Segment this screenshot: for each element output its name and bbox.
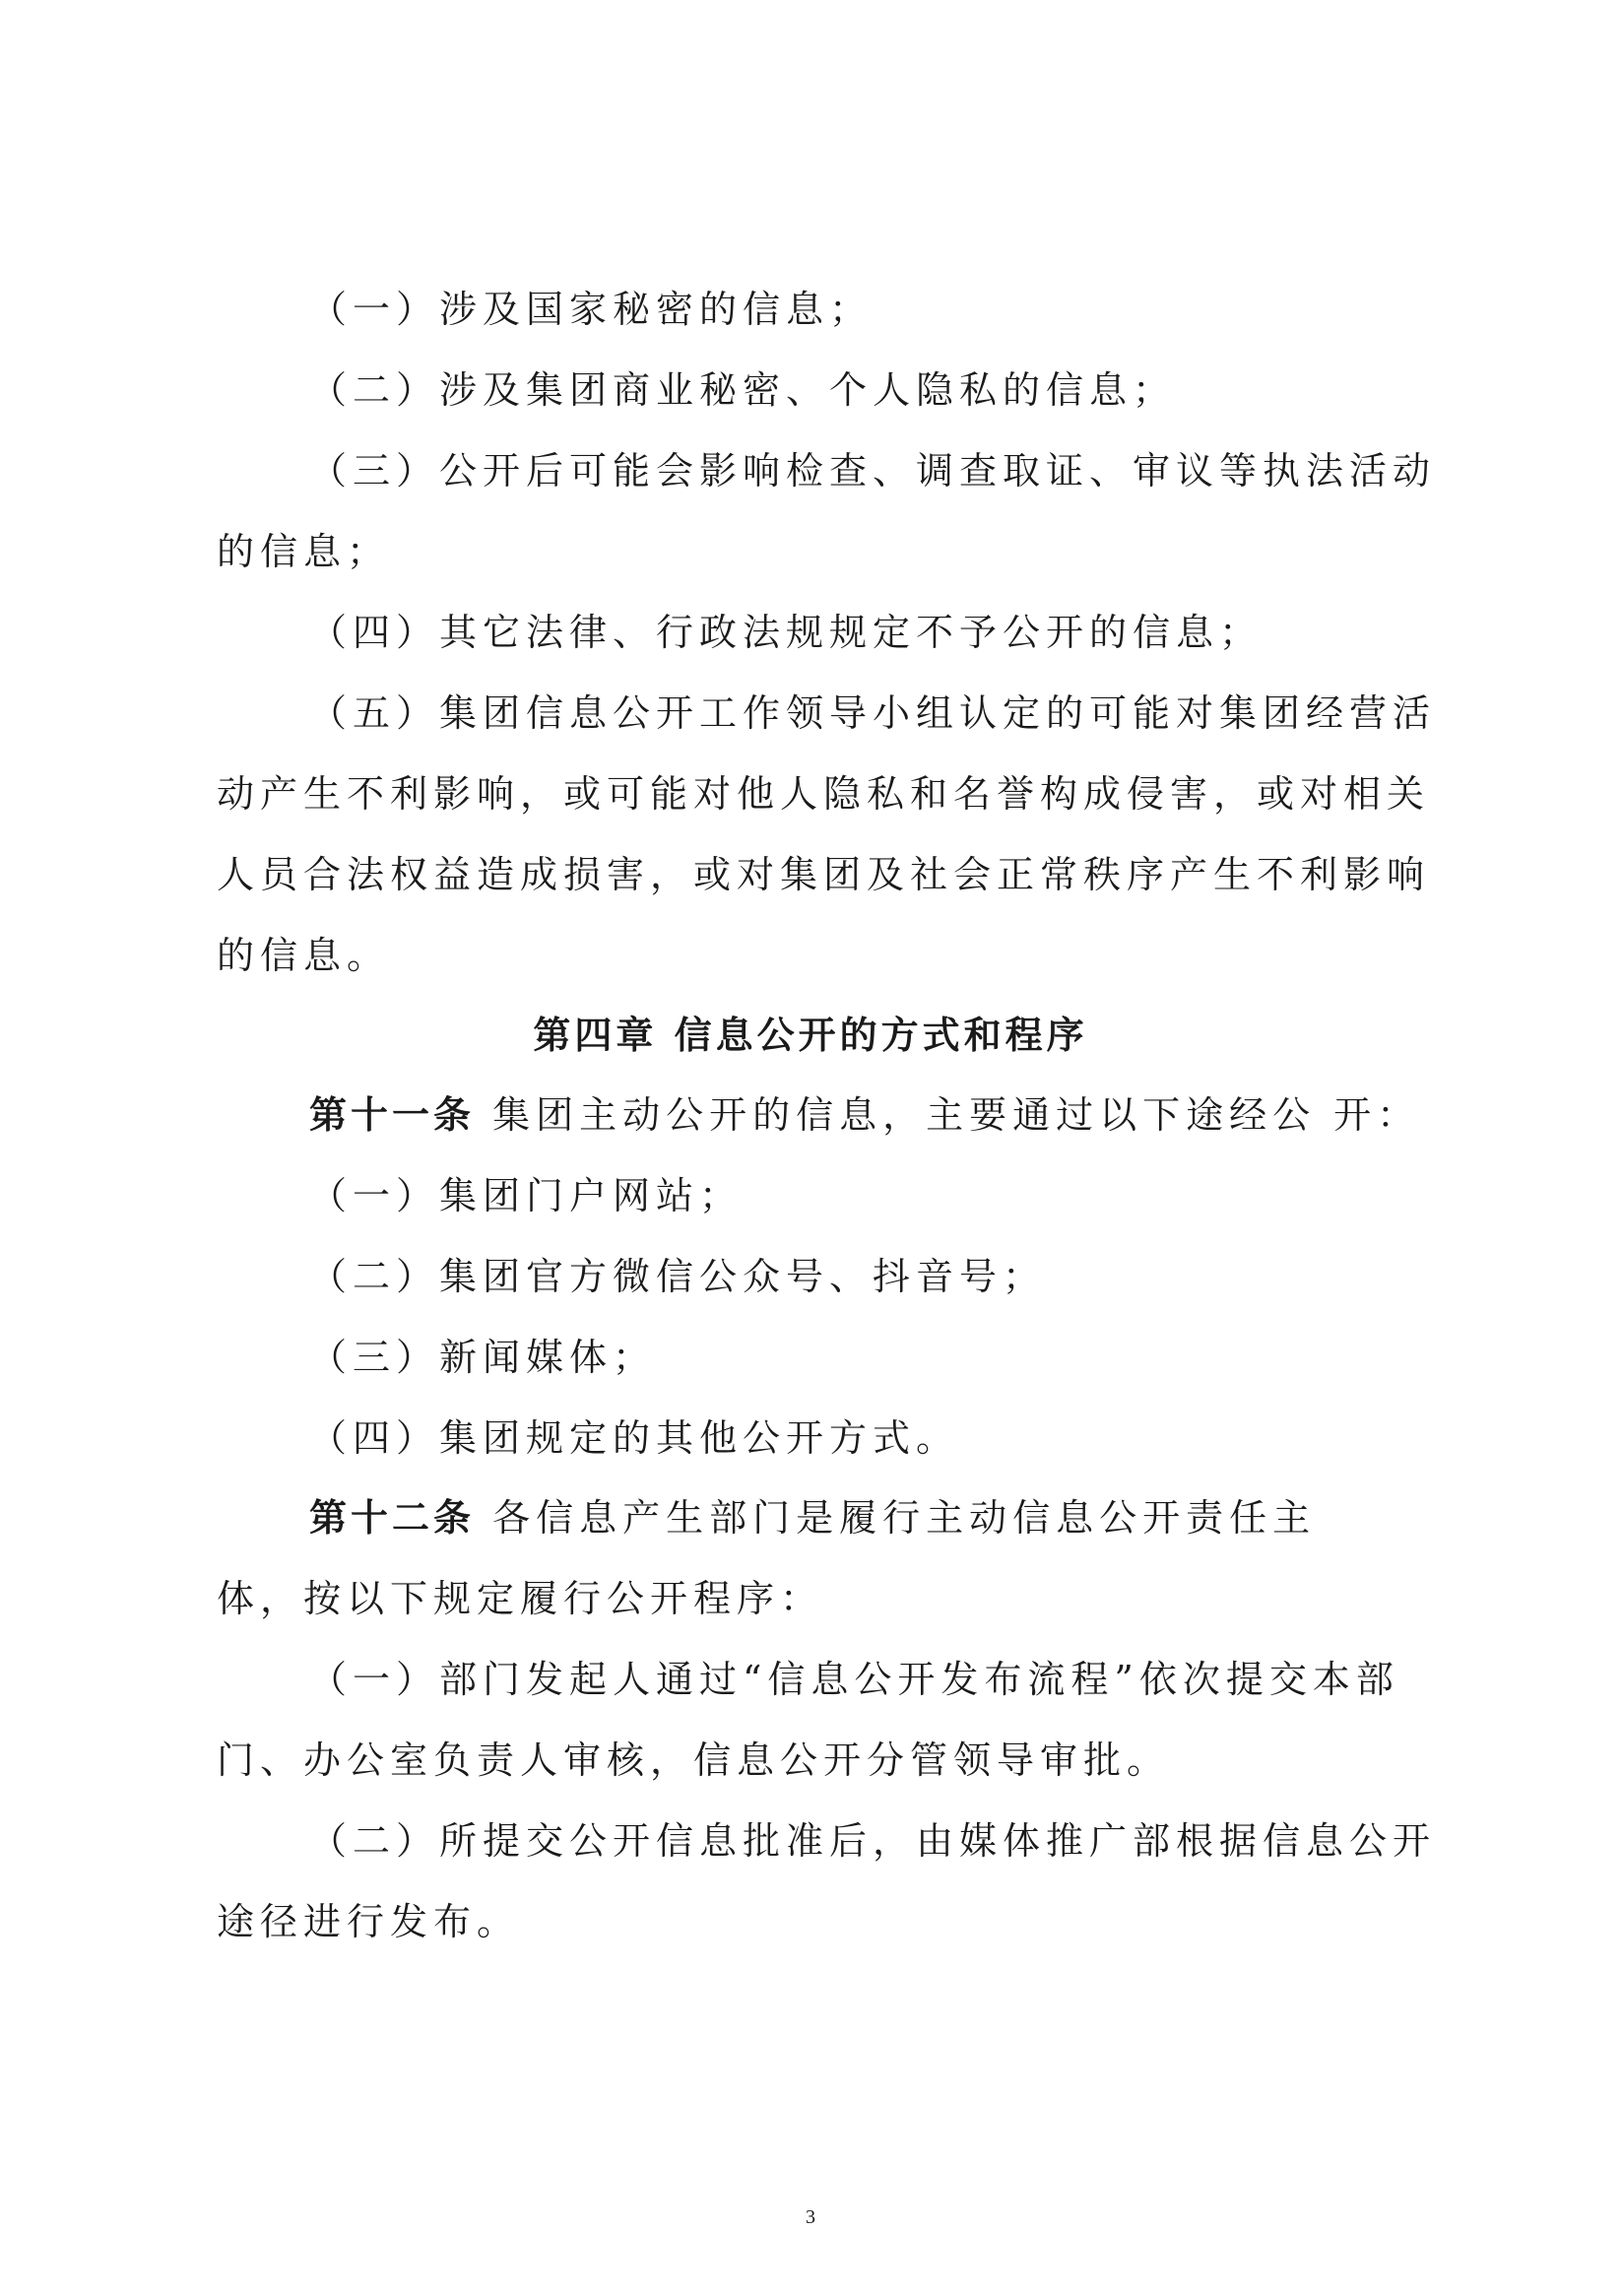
list-item: （三）新闻媒体； — [309, 1336, 657, 1379]
list-item: （一）涉及国家秘密的信息； — [309, 288, 874, 331]
list-item: （二）涉及集团商业秘密、个人隐私的信息； — [309, 368, 1177, 412]
list-item: （四）集团规定的其他公开方式。 — [309, 1416, 960, 1460]
list-item: （四）其它法律、行政法规规定不予公开的信息； — [309, 611, 1264, 654]
paragraph-line: 体，按以下规定履行公开程序： — [217, 1577, 824, 1620]
paragraph-line: 的信息。 — [217, 934, 391, 977]
article-eleven — [0, 1093, 1621, 1137]
paragraph-line: 人员合法权益造成损害，或对集团及社会正常秩序产生不利影响 — [217, 853, 1431, 896]
list-item: （三）公开后可能会影响检查、调查取证、审议等执法活动 — [309, 449, 1437, 492]
list-item: （一）集团门户网站； — [309, 1174, 744, 1217]
paragraph-line: 途径进行发布。 — [217, 1900, 521, 1943]
page-number: 3 — [806, 2206, 815, 2228]
list-item: （五）集团信息公开工作领导小组认定的可能对集团经营活 — [309, 691, 1437, 735]
paragraph-line: 的信息； — [217, 530, 391, 573]
list-item: （一）部门发起人通过“信息公开发布流程”依次提交本部 — [309, 1658, 1399, 1701]
list-item: （二）集团官方微信公众号、抖音号； — [309, 1255, 1047, 1298]
chapter-heading: 第四章 信息公开的方式和程序 — [533, 1014, 1088, 1057]
paragraph-line: 门、办公室负责人审核，信息公开分管领导审批。 — [217, 1738, 1171, 1782]
paragraph-line: 动产生不利影响，或可能对他人隐私和名誉构成侵害，或对相关 — [217, 772, 1431, 816]
article-twelve — [0, 1496, 1621, 1540]
article-title: 第十一条 — [309, 1093, 476, 1137]
article-title: 第十二条 — [309, 1496, 476, 1540]
article-text: 集团主动公开的信息，主要通过以下途经公 开： — [475, 1093, 1421, 1137]
article-text: 各信息产生部门是履行主动信息公开责任主 — [475, 1496, 1317, 1540]
list-item: （二）所提交公开信息批准后，由媒体推广部根据信息公开 — [309, 1819, 1437, 1863]
